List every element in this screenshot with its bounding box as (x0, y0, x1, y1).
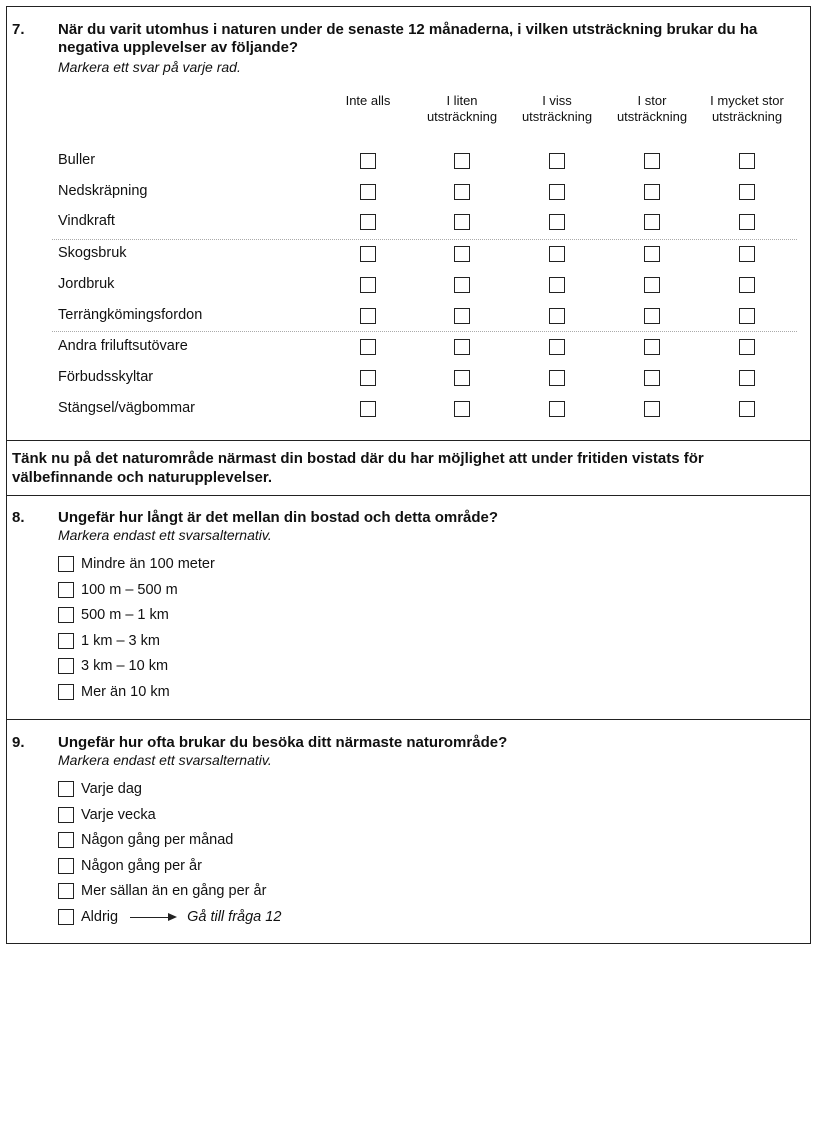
q8-number: 8. (12, 509, 25, 526)
q7-checkbox[interactable] (360, 246, 376, 262)
q7-checkbox[interactable] (644, 339, 660, 355)
q7-checkbox[interactable] (360, 214, 376, 230)
q7-checkbox[interactable] (549, 214, 565, 230)
q8-question: Ungefär hur långt är det mellan din bostad och detta område? (58, 509, 499, 526)
q9-checkbox[interactable] (58, 832, 74, 848)
q8-checkbox[interactable] (58, 633, 74, 649)
q7-checkbox[interactable] (549, 153, 565, 169)
q8-option-label: 500 m – 1 km (81, 607, 169, 624)
q7-row-label: Vindkraft (58, 213, 115, 229)
q8-checkbox[interactable] (58, 658, 74, 674)
q8-checkbox[interactable] (58, 607, 74, 623)
q9-option[interactable] (58, 781, 142, 797)
arrow-right-icon (130, 913, 177, 921)
q8-checkbox[interactable] (58, 582, 74, 598)
q7-checkbox[interactable] (549, 339, 565, 355)
q8-checkbox[interactable] (58, 684, 74, 700)
q9-option-label: Mer sällan än en gång per år (81, 883, 267, 900)
q7-checkbox[interactable] (739, 370, 755, 386)
q9-option-label: Varje dag (81, 781, 142, 797)
q9-checkbox[interactable] (58, 858, 74, 874)
q9-option-label: Varje vecka (81, 806, 156, 823)
q7-checkbox[interactable] (454, 214, 470, 230)
q8-option[interactable] (58, 582, 178, 598)
skip-instruction: Gå till fråga 12 (187, 909, 282, 925)
q7-checkbox[interactable] (360, 370, 376, 386)
q7-column-header: I liten utsträckning (426, 93, 498, 124)
q8-instruction: Markera endast ett svarsalternativ. (58, 527, 272, 543)
q7-checkbox[interactable] (360, 401, 376, 417)
q9-option[interactable] (58, 909, 281, 925)
q8-option-label: Mer än 10 km (81, 684, 170, 700)
q8-option-label: 100 m – 500 m (81, 581, 178, 598)
q7-checkbox[interactable] (644, 401, 660, 417)
section-divider (6, 495, 811, 496)
intro-text: Tänk nu på det naturområde närmast din bostad där du har möjlighet att under fritiden vistats för välbefinnande och naturupplevelser. (12, 450, 704, 486)
q7-checkbox[interactable] (549, 184, 565, 200)
q8-option[interactable] (58, 658, 168, 674)
q7-checkbox[interactable] (739, 339, 755, 355)
row-group-divider (52, 331, 797, 332)
q7-checkbox[interactable] (549, 246, 565, 262)
q7-column-header: Inte alls (345, 93, 391, 108)
q9-instruction: Markera endast ett svarsalternativ. (58, 752, 272, 768)
q7-column-header: I mycket stor utsträckning (710, 93, 784, 124)
section-divider (6, 719, 811, 720)
q7-checkbox[interactable] (549, 401, 565, 417)
q8-option[interactable] (58, 556, 215, 572)
q9-option-label: Aldrig (81, 909, 119, 925)
q7-checkbox[interactable] (549, 277, 565, 293)
q7-checkbox[interactable] (644, 308, 660, 324)
q7-checkbox[interactable] (360, 184, 376, 200)
q7-row-label: Buller (58, 152, 96, 168)
q7-row-label: Nedskräpning (58, 183, 148, 199)
q7-row-label: Stängsel/vägbommar (58, 400, 196, 416)
q9-checkbox[interactable] (58, 883, 74, 899)
q7-checkbox[interactable] (454, 401, 470, 417)
q8-option[interactable] (58, 684, 170, 700)
q7-column-header: I stor utsträckning (616, 93, 688, 124)
q7-checkbox[interactable] (644, 214, 660, 230)
q8-option-label: 3 km – 10 km (81, 658, 169, 675)
q7-checkbox[interactable] (360, 277, 376, 293)
q7-row-label: Skogsbruk (58, 245, 127, 261)
q7-checkbox[interactable] (360, 339, 376, 355)
q7-checkbox[interactable] (454, 246, 470, 262)
q7-checkbox[interactable] (644, 153, 660, 169)
q9-option[interactable] (58, 807, 156, 823)
q7-checkbox[interactable] (360, 308, 376, 324)
q7-checkbox[interactable] (644, 370, 660, 386)
q9-option[interactable] (58, 832, 233, 848)
q7-row-label: Terrängkömingsfordon (58, 307, 203, 323)
q7-checkbox[interactable] (739, 401, 755, 417)
q7-checkbox[interactable] (549, 308, 565, 324)
q8-option[interactable] (58, 607, 169, 623)
row-group-divider (52, 239, 797, 240)
q7-number: 7. (12, 21, 25, 38)
q7-checkbox[interactable] (454, 153, 470, 169)
q9-number: 9. (12, 734, 25, 751)
q7-row-label: Jordbruk (58, 276, 115, 292)
q9-checkbox[interactable] (58, 781, 74, 797)
q9-question: Ungefär hur ofta brukar du besöka ditt närmaste naturområde? (58, 734, 508, 751)
q9-option-label: Någon gång per månad (81, 832, 234, 849)
q7-column-header: I viss utsträckning (521, 93, 593, 124)
q7-checkbox[interactable] (454, 370, 470, 386)
q7-checkbox[interactable] (454, 184, 470, 200)
q8-option-label: Mindre än 100 meter (81, 556, 215, 572)
q7-checkbox[interactable] (739, 184, 755, 200)
q7-checkbox[interactable] (739, 308, 755, 324)
q7-row-label: Förbudsskyltar (58, 369, 154, 385)
q9-option[interactable] (58, 858, 202, 874)
q7-row-label: Andra friluftsutövare (58, 338, 188, 354)
q9-option-label: Någon gång per år (81, 857, 202, 874)
q7-checkbox[interactable] (454, 339, 470, 355)
q7-checkbox[interactable] (644, 246, 660, 262)
q8-checkbox[interactable] (58, 556, 74, 572)
section-divider (6, 440, 811, 441)
q9-checkbox[interactable] (58, 807, 74, 823)
q9-option[interactable] (58, 883, 266, 899)
q7-checkbox[interactable] (644, 277, 660, 293)
q8-option-label: 1 km – 3 km (81, 632, 160, 649)
q7-question: När du varit utomhus i naturen under de senaste 12 månaderna, i vilken utsträckning brukar du ha negativa upplevelser av följande? (58, 21, 758, 56)
q7-checkbox[interactable] (739, 277, 755, 293)
q9-checkbox[interactable] (58, 909, 74, 925)
q7-checkbox[interactable] (739, 214, 755, 230)
q8-option[interactable] (58, 633, 160, 649)
q7-checkbox[interactable] (549, 370, 565, 386)
q7-checkbox[interactable] (739, 246, 755, 262)
q7-checkbox[interactable] (644, 184, 660, 200)
q7-checkbox[interactable] (360, 153, 376, 169)
q7-checkbox[interactable] (454, 308, 470, 324)
q7-instruction: Markera ett svar på varje rad. (58, 59, 241, 75)
q7-checkbox[interactable] (739, 153, 755, 169)
q7-checkbox[interactable] (454, 277, 470, 293)
